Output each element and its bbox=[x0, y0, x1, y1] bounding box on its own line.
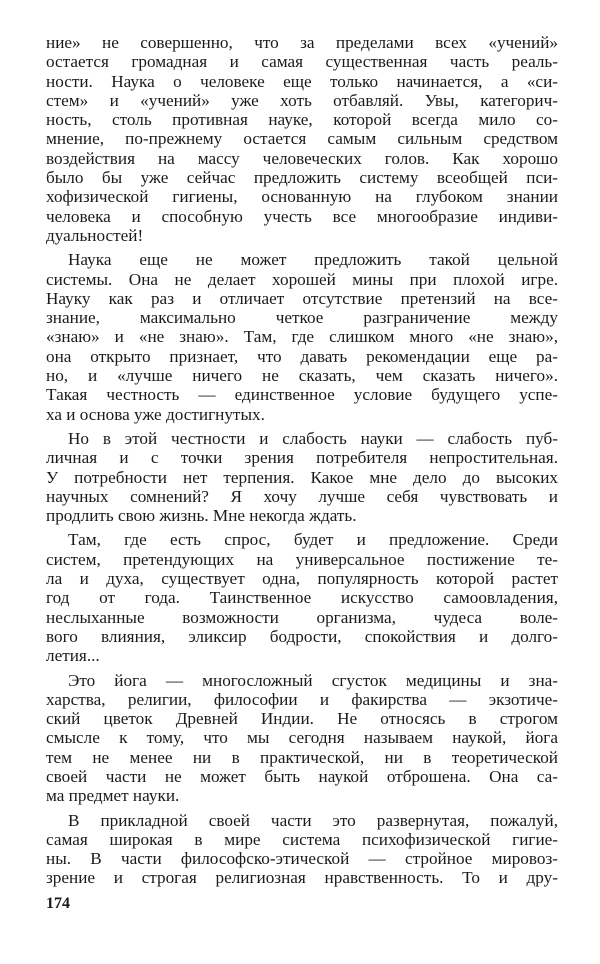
text-line: научных сомнений? Я хочу лучше себя чувствовать и bbox=[46, 486, 558, 506]
text-line: ла и духа, существует одна, популярность которой растет bbox=[46, 569, 558, 589]
text-line: ма предмет науки. bbox=[46, 786, 180, 806]
text-line: харства, религии, философии и факирства — экзотиче- bbox=[46, 689, 558, 709]
text-line: она открыто признает, что давать рекомендации еще ра- bbox=[46, 346, 558, 366]
text-line: Науку как раз и отличает отсутствие претензий на все- bbox=[46, 288, 558, 308]
text-line: ны. В части философско-этической — стройное мировоз- bbox=[46, 849, 558, 869]
text-line: воздействия на массу человеческих голов. Как хорошо bbox=[46, 148, 558, 168]
text-line: Такая честность — единственное условие будущего успе- bbox=[46, 385, 558, 405]
text-line: но, и «лучше ничего не сказать, чем сказать ничего». bbox=[46, 366, 558, 386]
text-line: ние» не совершенно, что за пределами всех «учений» bbox=[46, 33, 558, 52]
paragraph bbox=[46, 530, 558, 665]
text-line: Наука еще не может предложить такой цельной bbox=[68, 250, 558, 270]
text-line: продлить свою жизнь. Мне некогда ждать. bbox=[46, 506, 357, 526]
text-line: «знаю» и «не знаю». Там, где слишком много «не знаю», bbox=[46, 327, 558, 347]
text-line: вого влияния, эликсир бодрости, спокойствия и долго- bbox=[46, 626, 558, 646]
text-line: зрение и строгая религиозная нравственность. То и дру- bbox=[46, 868, 558, 888]
text-line: личная и с точки зрения потребителя непростительная. bbox=[46, 448, 558, 468]
text-line: своей части не может быть наукой отброшена. Она са- bbox=[46, 766, 558, 786]
text-line: ский цветок Древней Индии. Не относясь в строгом bbox=[46, 709, 558, 729]
paragraph bbox=[46, 33, 558, 245]
paragraph bbox=[46, 429, 558, 525]
text-line: человека и способную учесть все многообразие индиви- bbox=[46, 206, 558, 226]
text-line: стем» и «учений» уже хоть отбавляй. Увы, категорич- bbox=[46, 90, 558, 110]
text-line: знание, максимально четкое разграничение между bbox=[46, 308, 558, 328]
text-line: год от года. Таинственное искусство самоовладения, bbox=[46, 588, 558, 608]
text-line: дуальностей! bbox=[46, 225, 144, 245]
text-line: Это йога — многосложный сгусток медицины и зна- bbox=[68, 670, 558, 690]
text-line: самая широкая в мире система психофизической гигие- bbox=[46, 829, 558, 849]
text-line: смысле к тому, что мы сегодня называем наукой, йога bbox=[46, 728, 558, 748]
text-line: систем, претендующих на универсальное постижение те- bbox=[46, 549, 558, 569]
paragraph bbox=[46, 250, 558, 424]
text-line: Но в этой честности и слабость науки — слабость пуб- bbox=[68, 428, 558, 448]
text-line: ность, столь противная науке, которой всегда мило со- bbox=[46, 110, 558, 130]
text-line: хофизической гигиены, основанную на глубоком знании bbox=[46, 187, 558, 207]
paragraph bbox=[46, 671, 558, 806]
text-line: В прикладной своей части это развернутая, пожалуй, bbox=[68, 810, 558, 830]
text-line: ха и основа уже достигнутых. bbox=[46, 404, 265, 424]
page-body-text bbox=[46, 33, 558, 893]
text-line: тем не менее ни в практической, ни в теоретической bbox=[46, 747, 558, 767]
text-line: системы. Она не делает хорошей мины при плохой игре. bbox=[46, 269, 558, 289]
text-line: Там, где есть спрос, будет и предложение. Среди bbox=[68, 530, 558, 550]
text-line: остается громадная и самая существенная часть реаль- bbox=[46, 52, 558, 72]
paragraph bbox=[46, 811, 558, 888]
page-number: 174 bbox=[46, 895, 70, 912]
text-line: У потребности нет терпения. Какое мне дело до высоких bbox=[46, 467, 558, 487]
text-line: неслыханные возможности организма, чудеса воле- bbox=[46, 607, 558, 627]
text-line: ности. Наука о человеке еще только начинается, а «си- bbox=[46, 71, 558, 91]
text-line: летия... bbox=[46, 646, 100, 666]
text-line: мнение, по-прежнему остается самым сильным средством bbox=[46, 129, 558, 149]
text-line: было бы уже сейчас предложить систему всеобщей пси- bbox=[46, 168, 558, 188]
